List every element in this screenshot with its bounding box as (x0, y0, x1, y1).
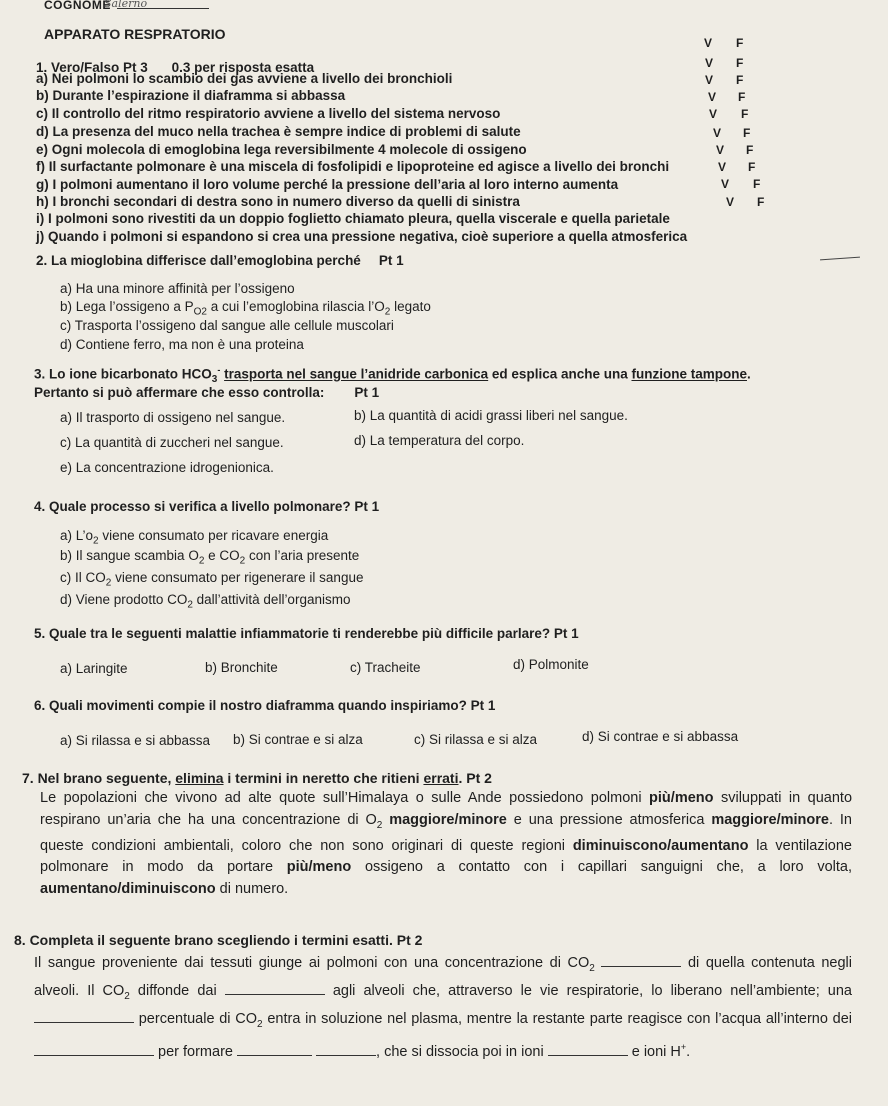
q1-item-c: c) Il controllo del ritmo respiratorio avviene a livello del sistema nervoso (36, 106, 501, 121)
q3-option-d[interactable]: d) La temperatura del corpo. (354, 433, 525, 448)
q4-heading: 4. Quale processo si verifica a livello polmonare? Pt 1 (34, 499, 380, 514)
q8-passage: Il sangue proveniente dai tessuti giunge ai polmoni con una concentrazione di $CO_2$ di quella contenuta negli alveoli. Il $CO_2$ diffonde dai agli alveoli che, attraverso le vie respiratorie, lo liberano nell’ambiente; una percentuale di $CO_2$ entra in soluzione nel plasma, mentre la restante parte reagisce con l’acqua all’interno dei per formare , che si dissocia poi in ioni e ioni H+. (34, 955, 853, 1060)
q3-option-e[interactable]: e) La concentrazione idrogenionica. (60, 460, 274, 475)
vf-v-4[interactable]: V (709, 107, 718, 121)
q3-heading: 3. Lo ione bicarbonato $HCO_3^-$ trasporta nel sangue l’anidride carbonica ed esplica anche una funzione tampone. (34, 365, 751, 386)
q1-item-j: j) Quando i polmoni si espandono si crea una pressione negativa, cioè superiore a quella atmosferica (36, 229, 688, 244)
vf-v-2[interactable]: V (705, 73, 714, 87)
q1-item-i: i) I polmoni sono rivestiti da un doppio foglietto chiamato pleura, quella viscerale e quella parietale (36, 211, 670, 226)
vf-f-7[interactable]: F (748, 160, 756, 174)
vf-f-1[interactable]: F (736, 56, 744, 70)
q8-blank-4[interactable] (34, 1043, 154, 1056)
q7-choice-1[interactable]: più/meno (649, 790, 714, 806)
q6-option-c[interactable]: c) Si rilassa e si alza (414, 732, 538, 747)
q2-option-b[interactable]: b) Lega l’ossigeno a $P_{O2}$ a cui l’emoglobina rilascia $l’O_2$ legato (60, 299, 431, 318)
q3-option-a[interactable]: a) Il trasporto di ossigeno nel sangue. (60, 410, 286, 425)
q4-option-d[interactable]: d) Viene prodotto $CO_2$ dall’attività dell’organismo (60, 592, 351, 611)
q6-heading: 6. Quali movimenti compie il nostro diaframma quando inspiriamo? Pt 1 (34, 698, 496, 713)
q1-heading: 1. Vero/Falso Pt 3 0.3 per risposta esatta (36, 60, 315, 75)
q4-option-c[interactable]: c) Il $CO_2$ viene consumato per rigenerare il sangue (60, 570, 364, 589)
q5-option-d[interactable]: d) Polmonite (513, 657, 589, 672)
q7-choice-2[interactable]: maggiore/minore (389, 811, 507, 828)
q1-item-g: g) I polmoni aumentano il loro volume perché la pressione dell’aria al loro interno aumenta (36, 177, 619, 192)
vf-v-9[interactable]: V (726, 195, 735, 209)
q1-item-h: h) I bronchi secondari di destra sono in numero diverso da quelli di sinistra (36, 194, 520, 209)
q3-line2: Pertanto si può affermare che esso controlla: Pt 1 (34, 385, 380, 400)
q1-item-a: a) Nei polmoni lo scambio dei gas avviene a livello dei bronchioli (36, 71, 453, 86)
q1-item-f: f) Il surfactante polmonare è una miscela di fosfolipidi e lipoproteine ed agisce a livello dei bronchi (36, 159, 670, 174)
vf-v-1[interactable]: V (705, 56, 714, 70)
q2-option-d[interactable]: d) Contiene ferro, ma non è una proteina (60, 337, 304, 352)
q1-item-e: e) Ogni molecola di emoglobina lega reversibilmente 4 molecole di ossigeno (36, 142, 527, 157)
vf-f-4[interactable]: F (741, 107, 749, 121)
vf-f-5[interactable]: F (743, 126, 751, 140)
q2-option-c[interactable]: c) Trasporta l’ossigeno dal sangue alle cellule muscolari (60, 318, 394, 333)
q3-option-c[interactable]: c) La quantità di zuccheri nel sangue. (60, 435, 284, 450)
q1-item-d: d) La presenza del muco nella trachea è sempre indice di problemi di salute (36, 124, 521, 139)
q7-choice-3[interactable]: maggiore/minore (711, 811, 829, 828)
q2-heading: 2. La mioglobina differisce dall’emoglobina perché Pt 1 (36, 253, 404, 268)
q2-option-a[interactable]: a) Ha una minore affinità per l’ossigeno (60, 281, 295, 296)
q3-option-b[interactable]: b) La quantità di acidi grassi liberi nel sangue. (354, 408, 628, 423)
vf-f-6[interactable]: F (746, 143, 754, 157)
q8-blank-2[interactable] (225, 982, 325, 995)
q7-choice-6[interactable]: aumentano/diminuiscono (40, 880, 216, 897)
vf-f-0[interactable]: F (736, 36, 744, 50)
q8-blank-7[interactable] (548, 1043, 628, 1056)
vf-f-8[interactable]: F (753, 177, 761, 191)
q8-heading: 8. Completa il seguente brano scegliendo i termini esatti. Pt 2 (14, 932, 423, 948)
q8-blank-1[interactable] (601, 954, 681, 967)
vf-v-0[interactable]: V (704, 36, 713, 50)
q8-blank-5[interactable] (237, 1043, 312, 1056)
q4-option-b[interactable]: b) Il sangue scambia $O_2$ e $CO_2$ con l’aria presente (60, 548, 360, 567)
q8-blank-3[interactable] (34, 1010, 134, 1023)
q5-option-c[interactable]: c) Tracheite (350, 660, 421, 675)
page-title: APPARATO RESPRATORIO (44, 26, 226, 42)
vf-f-2[interactable]: F (736, 73, 744, 87)
vf-v-6[interactable]: V (716, 143, 725, 157)
cognome-value: Salerno (104, 0, 148, 10)
q6-option-a[interactable]: a) Si rilassa e si abbassa (60, 733, 211, 748)
q7-choice-5[interactable]: più/meno (286, 859, 352, 876)
vf-v-8[interactable]: V (721, 177, 730, 191)
q8-blank-6[interactable] (316, 1043, 376, 1056)
q7-choice-4[interactable]: diminuiscono/aumentano (572, 837, 749, 854)
q4-option-a[interactable]: a) $L’o_2$ viene consumato per ricavare energia (60, 528, 329, 547)
vf-v-3[interactable]: V (708, 90, 717, 104)
q5-option-a[interactable]: a) Laringite (60, 661, 128, 676)
q7-passage: Le popolazioni che vivono ad alte quote sull’Himalaya o sulle Ande possiedono polmoni più/meno sviluppati in quanto respirano un’aria che ha una concentrazione di $O_2$ maggiore/minore e una pressione atmosferica maggiore/minore. In queste condizioni ambientali, coloro che non sono originari di queste regioni diminuiscono/aumentano la ventilazione polmonare in modo da portare più/meno ossigeno a contatto con i capillari sanguigni che, a loro volta, aumentano/diminuiscono di numero. (40, 790, 853, 897)
q6-option-d[interactable]: d) Si contrae e si abbassa (582, 729, 739, 744)
q6-option-b[interactable]: b) Si contrae e si alza (233, 732, 363, 747)
divider-stroke (820, 257, 860, 261)
q5-heading: 5. Quale tra le seguenti malattie infiammatorie ti renderebbe più difficile parlare? Pt 1 (34, 626, 579, 641)
vf-v-5[interactable]: V (713, 126, 722, 140)
vf-f-9[interactable]: F (757, 195, 765, 209)
cognome-label: COGNOME (44, 0, 209, 14)
q1-item-b: b) Durante l’espirazione il diaframma si abbassa (36, 88, 346, 103)
q5-option-b[interactable]: b) Bronchite (205, 660, 278, 675)
vf-f-3[interactable]: F (738, 90, 746, 104)
vf-v-7[interactable]: V (718, 160, 727, 174)
q7-heading: 7. Nel brano seguente, elimina i termini in neretto che ritieni errati. Pt 2 (22, 770, 492, 786)
